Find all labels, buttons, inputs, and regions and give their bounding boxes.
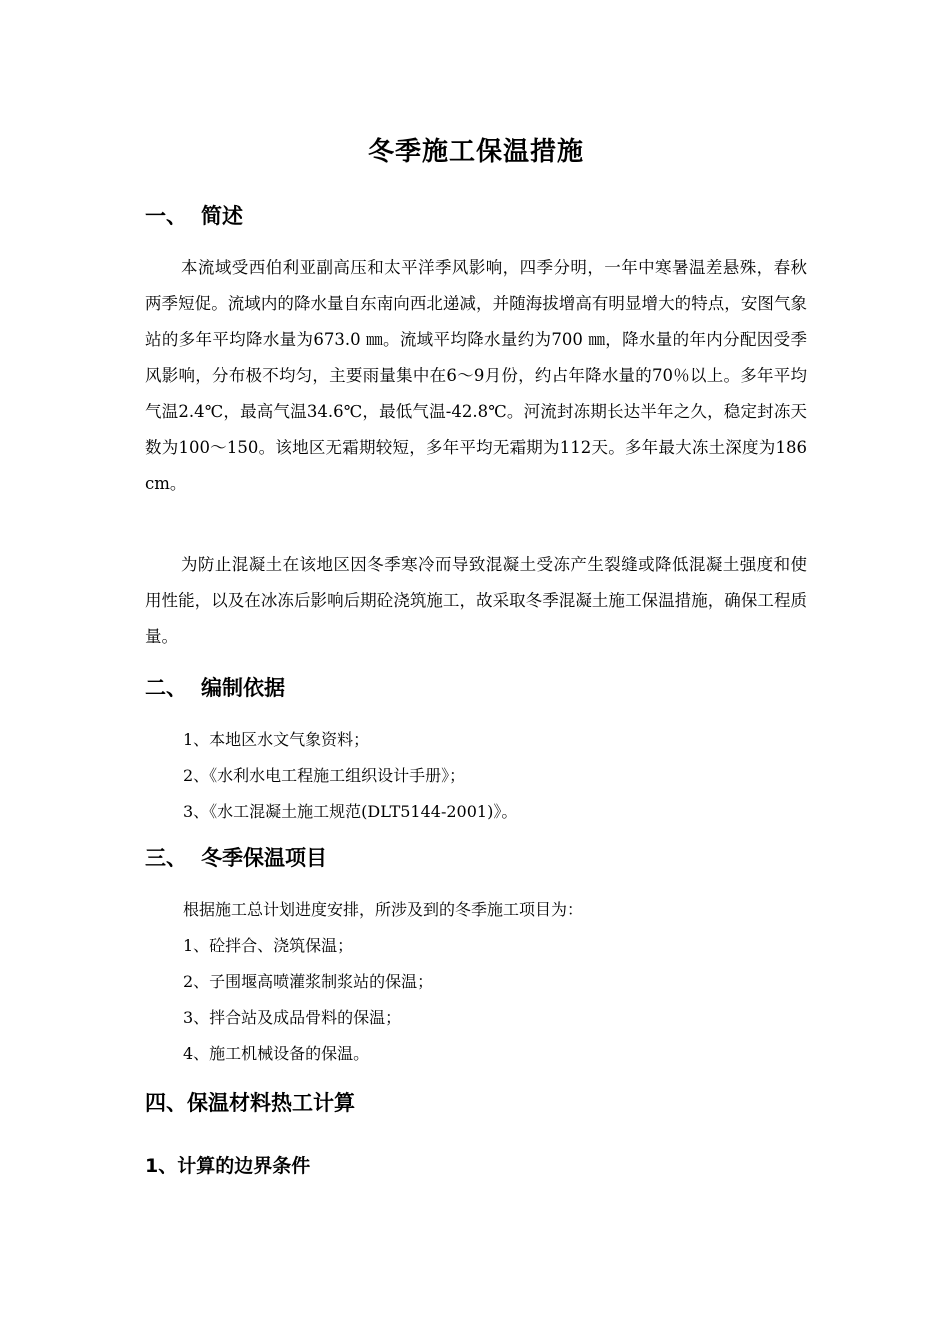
section-heading-overview	[145, 198, 243, 234]
winter-items-list	[145, 892, 807, 1072]
section-heading-thermal-calc: 四、保温材料热工计算	[145, 1091, 355, 1115]
subsection-heading-boundary: 1、计算的边界条件	[145, 1155, 311, 1177]
list-item: 1、本地区水文气象资料；	[183, 730, 370, 749]
section-title: 编制依据	[201, 676, 285, 700]
list-item: 2、《水利水电工程施工组织设计手册》；	[183, 766, 466, 785]
section-heading-basis	[145, 670, 285, 706]
section-number: 一、	[145, 204, 187, 228]
list-item: 4、施工机械设备的保温。	[183, 1044, 370, 1063]
section-heading-items	[145, 840, 327, 876]
paragraph-climate: 本流域受西伯利亚副高压和太平洋季风影响，四季分明，一年中寒暑温差悬殊，春秋两季短促。流域内的降水量自东南向西北递减，并随海拔增高有明显增大的特点，安图气象站的多年平均降水量为673.0 ㎜。流域平均降水量约为700 ㎜，降水量的年内分配因受季风影响，分布极不均匀，主要雨量集中在6～9月份，约占年降水量的70％以上。多年平均气温2.4℃，最高气温34.6℃，最低气温-42.8℃。河流封冻期长达半年之久，稳定封冻天数为100～150。该地区无霜期较短，多年平均无霜期为112天。多年最大冻土深度为186 cm。	[145, 258, 807, 493]
section-title: 冬季保温项目	[201, 846, 327, 870]
list-item: 2、子围堰高喷灌浆制浆站的保温；	[183, 972, 434, 991]
list-item: 根据施工总计划进度安排，所涉及到的冬季施工项目为：	[183, 900, 584, 919]
section-title: 简述	[201, 204, 243, 228]
paragraph-purpose: 为防止混凝土在该地区因冬季寒冷而导致混凝土受冻产生裂缝或降低混凝土强度和使用性能，以及在冰冻后影响后期砼浇筑施工，故采取冬季混凝土施工保温措施，确保工程质量。	[145, 555, 807, 646]
list-item: 3、拌合站及成品骨料的保温；	[183, 1008, 402, 1027]
document-title: 冬季施工保温措施	[367, 137, 584, 167]
list-item: 1、砼拌合、浇筑保温；	[183, 936, 354, 955]
list-item: 3、《水工混凝土施工规范(DLT5144-2001)》。	[183, 802, 518, 821]
section-number: 三、	[145, 846, 187, 870]
basis-list	[145, 722, 807, 830]
section-number: 二、	[145, 676, 187, 700]
